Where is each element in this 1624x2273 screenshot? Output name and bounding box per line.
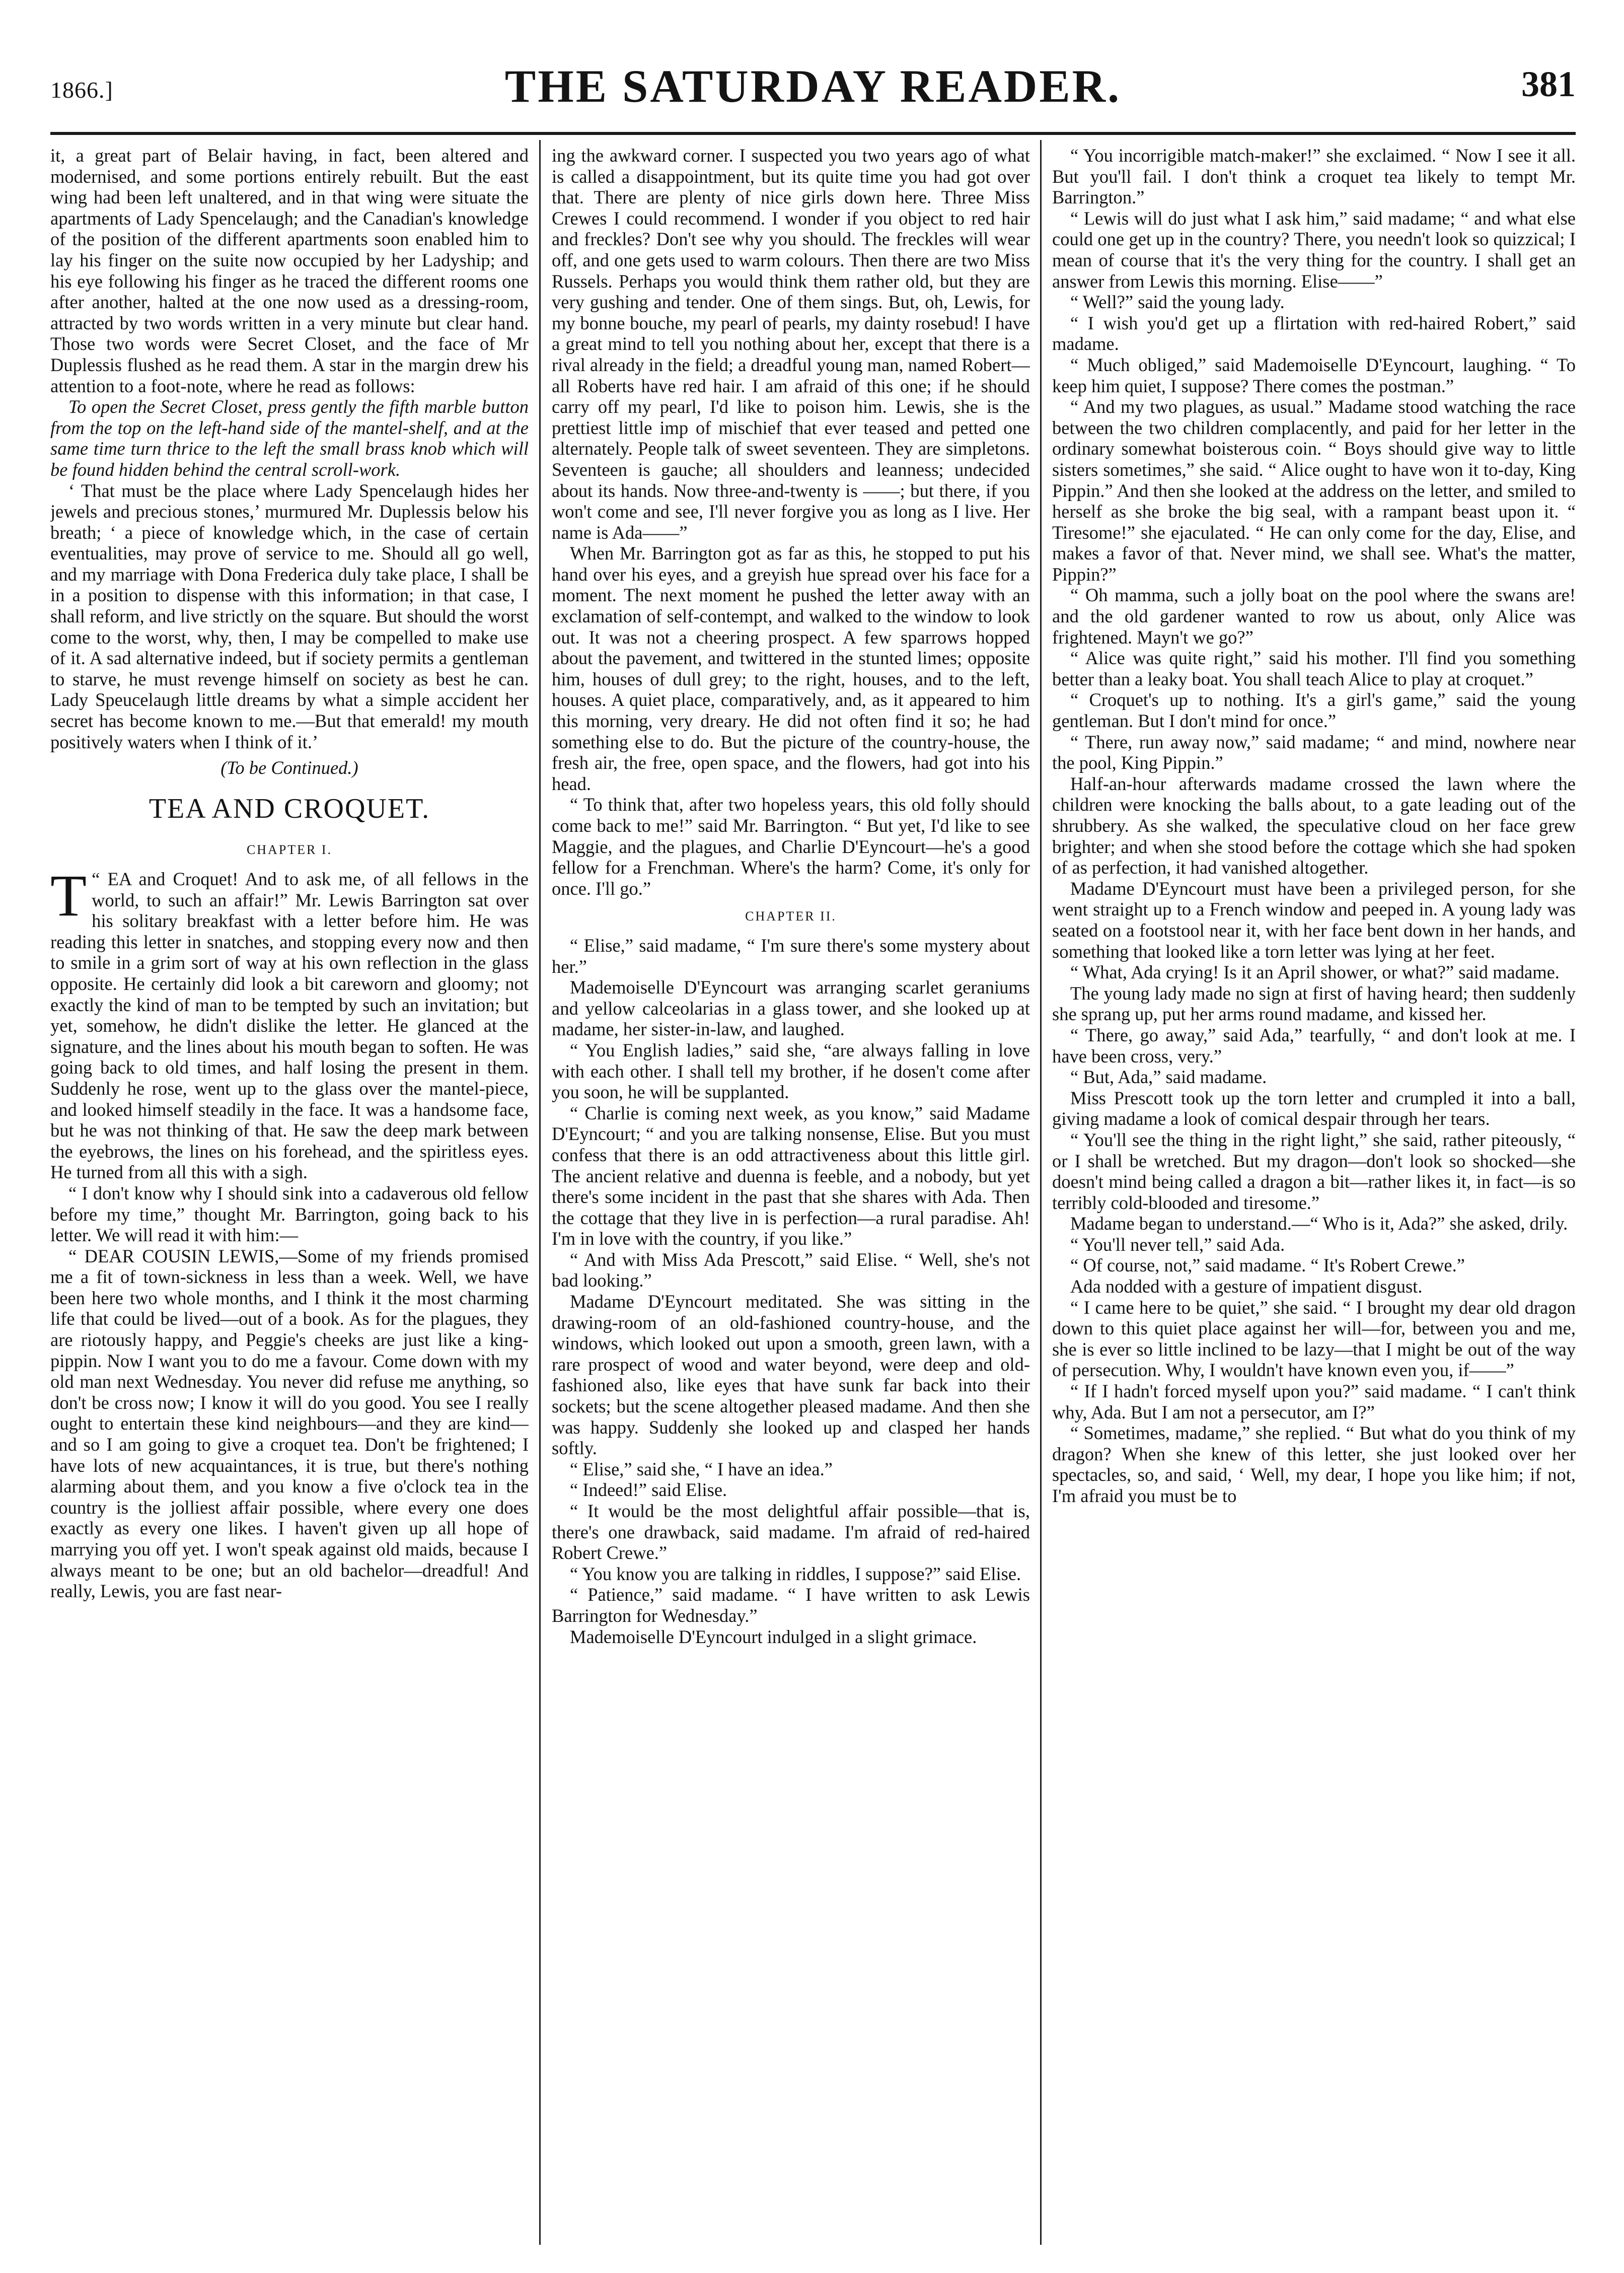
paragraph: “ Well?” said the young lady.: [1070, 292, 1285, 313]
paragraph: “ If I hadn't forced myself upon you?” said madame. “ I can't think why, Ada. But I am not a persecutor, am I?”: [1052, 1381, 1576, 1423]
paragraph: “ You'll never tell,” said Ada.: [1070, 1234, 1285, 1255]
paragraph: Madame D'Eyncourt must have been a privileged person, for she went straight up to a French window and peeped in. A young lady was seated on a footstool near it, with her face bent down in her hands, and something that looked like a torn letter was lying at her feet.: [1052, 878, 1576, 962]
paragraph: “ There, run away now,” said madame; “ and mind, nowhere near the pool, King Pippin.”: [1052, 731, 1576, 773]
drop-cap: T: [50, 863, 87, 929]
opening-text: “ EA and Croquet! And to ask me, of all fellows in the world, to such an affair!” Mr. Lewis Barrington sat over his solitary breakfast with a letter before him. He was reading this letter in snatches, and stopping every now and then to smile in a grim sort of way at his own reflection in the glass opposite. He certainly did look a bit careworn and gloomy; not exactly the kind of man to be tempted by such an invitation; but yet, somehow, he didn't dislike the letter. He glanced at the signature, and the lines about his mouth began to soften. He was going back to old times, and half losing the present in them. Suddenly he rose, went up to the glass over the mantel-piece, and looked himself steadily in the face. It was a handsome face, but he was not thinking of that. He saw the deep mark between the eyebrows, the lines on his forehead, and the spiritless eyes. He turned from all this with a sigh.: [50, 869, 529, 1183]
opening-paragraph: [50, 863, 529, 1183]
paragraph: “ You know you are talking in riddles, I suppose?” said Elise.: [570, 1563, 1021, 1584]
paragraph: “ Elise,” said madame, “ I'm sure there's some mystery about her.”: [552, 935, 1030, 977]
paragraph: “ Alice was quite right,” said his mother. I'll find you something better than a leaky boat. You shall teach Alice to play at croquet.”: [1052, 648, 1576, 689]
paragraph: “ Indeed!” said Elise.: [570, 1479, 727, 1501]
paragraph: “ Lewis will do just what I ask him,” said madame; “ and what else could one get up in the country? There, you needn't look so quizzical; I mean of course that it's the very thing for the country. I shall get an answer from Lewis this morning. Elise——”: [1052, 207, 1576, 292]
article-title: TEA AND CROQUET.: [149, 793, 430, 824]
paragraph: “ Patience,” said madame. “ I have written to ask Lewis Barrington for Wednesday.”: [552, 1584, 1030, 1626]
paragraph: “ There, go away,” said Ada,” tearfully, “ and don't look at me. I have been cross, very.”: [1052, 1024, 1576, 1067]
paragraph: When Mr. Barrington got as far as this, he stopped to put his hand over his eyes, and a greyish hue spread over his face for a moment. The next moment he pushed the letter away with an exclamation of self-contempt, and walked to the window to look out. It was not a cheering prospect. A few sparrows hopped about the pavement, and twittered in the stunted limes; opposite him, houses of dull grey; to the right, houses, and to the left, houses. A quiet place, comparatively, and, as it appeared to him this morning, very dreary. He did not often find it so; he had something else to do. But the picture of the country-house, the fresh air, the free, open space, and the flowers, had got into his head.: [552, 543, 1030, 794]
column-divider: [539, 140, 541, 2245]
paragraph: “ And with Miss Ada Prescott,” said Elise. “ Well, she's not bad looking.”: [552, 1249, 1030, 1291]
paragraph: “ What, Ada crying! Is it an April shower, or what?” said madame.: [1070, 962, 1560, 983]
paragraph: “ And my two plagues, as usual.” Madame stood watching the race between the two children complacently, and paid for her letter in the ordinary somewhat boisterous coin. “ Boys should give way to little sisters sometimes,” she said. “ Alice ought to have won it to-day, King Pippin.” And then she looked at the address on the letter, and smiled to herself as she broke the big seal, with a rampant beast upon it. “ Tiresome!” she ejaculated. “ He can only come for the day, Elise, and makes a favor of that. Never mind, we shall see. What's the matter, Pippin?”: [1052, 396, 1576, 585]
header-rule: [50, 132, 1576, 135]
paragraph: ‘ That must be the place where Lady Spencelaugh hides her jewels and precious stones,’ murmured Mr. Duplessis below his breath; ‘ a piece of knowledge which, in the case of certain eventualities, may prove of service to me. Should all go well, and my marriage with Dona Frederica duly take place, I shall be in a position to dispense with this information; in that case, I shall reform, and live strictly on the square. But should the worst come to the worst, why, then, I may be compelled to make use of it. A sad alternative indeed, but if society permits a gentleman to starve, he must revenge himself on society as best he can. Lady Speucelaugh little dreams by what a simple accident her secret has become known to me.—But that emerald! my mouth positively waters when I think of it.’: [50, 480, 529, 752]
paragraph: “ You'll see the thing in the right light,” she said, rather piteously, “ or I shall be wretched. But my dragon—don't look so shocked—she doesn't mind being called a dragon a bit—rather likes it, in fact—is so terribly cold-blooded and tiresome.”: [1052, 1129, 1576, 1213]
to-be-continued: (To be Continued.): [220, 757, 358, 778]
paragraph: it, a great part of Belair having, in fact, been altered and modernised, and some portions entirely rebuilt. But the east wing had been left unaltered, and in that wing were situate the apartments of Lady Spencelaugh; and the Canadian's knowledge of the position of the different apartments soon enabled him to lay his finger on the suite now occupied by her Ladyship; and his eye following his finger as he traced the different rooms one after another, halted at the one now used as a dressing-room, attracted by two words written in a very minute but clear hand. Those two words were Secret Closet, and the face of Mr Duplessis flushed as he read them. A star in the margin drew his attention to a foot-note, where he read as follows:: [50, 145, 529, 396]
paragraph: Half-an-hour afterwards madame crossed the lawn where the children were knocking the balls about, to a gate leading out of the shrubbery. As she walked, the speculative cloud on her face grew brighter; and when she stood before the cottage which she had spoken of as perfection, it had vanished altogether.: [1052, 773, 1576, 878]
paragraph: Ada nodded with a gesture of impatient disgust.: [1070, 1276, 1423, 1297]
paragraph: “ But, Ada,” said madame.: [1070, 1067, 1267, 1088]
paragraph: “ Croquet's up to nothing. It's a girl's game,” said the young gentleman. But I don't mind for once.”: [1052, 689, 1576, 732]
paragraph: “ You English ladies,” said she, “are always falling in love with each other. I shall tell my brother, if he dosen't come after you soon, he will be supplanted.: [552, 1039, 1030, 1103]
paragraph: “ Elise,” said she, “ I have an idea.”: [570, 1458, 833, 1479]
paragraph: “ You incorrigible match-maker!” she exclaimed. “ Now I see it all. But you'll fail. I don't think a croquet tea likely to tempt Mr. Barrington.”: [1052, 145, 1576, 208]
paragraph: “ I don't know why I should sink into a cadaverous old fellow before my time,” thought Mr. Barrington, going back to his letter. We will read it with him:—: [50, 1182, 529, 1246]
column-3: [1052, 145, 1576, 2250]
masthead: [50, 59, 1576, 120]
column-2: [552, 145, 1030, 2250]
paragraph: ing the awkward corner. I suspected you two years ago of what is called a disappointment, but its quite time you had got over that. There are plenty of nice girls down here. Three Miss Crewes I could recommend. I wonder if you object to red hair and freckles? Don't see why you should. The freckles will wear off, and one gets used to warm colours. Then there are two Miss Russels. Perhaps you would think them rather old, but they are very gushing and tender. One of them sings. But, oh, Lewis, for my bonne bouche, my pearl of pearls, my dainty rosebud! I have a great mind to tell you nothing about her, except that there is a rival already in the field; a dreadful young man, named Robert—all Roberts have red hair. I am afraid of this one; if he should carry off my pearl, I'd like to poison him. Lewis, she is the prettiest little imp of mischief that ever teased and petted one alternately. People talk of sweet seventeen. They are simpletons. Seventeen is gauche; all shoulders and leanness; undecided about its hands. Now three-and-twenty is ——; but there, if you won't come and see, I'll never forgive you as long as I live. Her name is Ada——”: [552, 145, 1030, 543]
column-1: [50, 145, 529, 2250]
paragraph: Mademoiselle D'Eyncourt was arranging scarlet geraniums and yellow calceolarias in a glass tower, and she looked up at madame, her sister-in-law, and laughed.: [552, 977, 1030, 1040]
paragraph: Miss Prescott took up the torn letter and crumpled it into a ball, giving madame a look of comical despair through her tears.: [1052, 1087, 1576, 1129]
paragraph: The young lady made no sign at first of having heard; then suddenly she sprang up, put her arms round madame, and kissed her.: [1052, 982, 1576, 1025]
page-number: 381: [1521, 64, 1576, 104]
column-divider: [1040, 140, 1042, 2245]
chapter-heading: CHAPTER II.: [745, 909, 837, 924]
paragraph: “ Oh mamma, such a jolly boat on the pool where the swans are! and the old gardener wanted to row us about, only Alice was frightened. Mayn't we go?”: [1052, 585, 1576, 648]
paragraph: “ I came here to be quiet,” she said. “ I brought my dear old dragon down to this quiet place against her will—for, between you and me, she is ever so little inclined to be lazy—that I might be out of the way of persecution. Why, I wouldn't have known even you, if——”: [1052, 1297, 1576, 1381]
paragraph: “ DEAR COUSIN LEWIS,—Some of my friends promised me a fit of town-sickness in less than a week. Well, we have been here two whole months, and I think it the most charming life that could be lived—out of a book. As for the plagues, they are riotously happy, and Peggie's cheeks are just like a king-pippin. Now I want you to do me a favour. Come down with my old man next Wednesday. You never did refuse me anything, so don't be cross now; I know it will do you good. You see I really ought to entertain these kind neighbours—and they are kind—and so I am going to give a croquet tea. Don't be frightened; I have lots of new acquaintances, it is true, but there's nothing alarming about them, and you know a five o'clock tea in the country is the jolliest affair possible, where every one does exactly as every one likes. I haven't given up all hope of marrying you off yet. I won't speak against old maids, because I always meant to be one; but an old bachelor—dreadful! And really, Lewis, you are fast near-: [50, 1245, 529, 1602]
issue-year: 1866.]: [50, 77, 113, 103]
paragraph: “ Of course, not,” said madame. “ It's Robert Crewe.”: [1070, 1255, 1465, 1276]
chapter-heading: CHAPTER I.: [246, 842, 333, 858]
paragraph: “ It would be the most delightful affair possible—that is, there's one drawback, said madame. I'm afraid of red-haired Robert Crewe.”: [552, 1501, 1030, 1564]
paragraph: Madame D'Eyncourt meditated. She was sitting in the drawing-room of an old-fashioned country-house, and the windows, which looked out upon a smooth, green lawn, with a rare prospect of wood and water beyond, were deep and old-fashioned also, like eyes that have sunk far back into their sockets; but the scene altogether pleased madame. And then she was happy. Suddenly she looked up and clasped her hands softly.: [552, 1291, 1030, 1459]
paragraph: Madame began to understand.—“ Who is it, Ada?” she asked, drily.: [1070, 1213, 1568, 1234]
paragraph: Mademoiselle D'Eyncourt indulged in a slight grimace.: [570, 1626, 977, 1647]
paragraph: “ Sometimes, madame,” she replied. “ But what do you think of my dragon? When she knew of this letter, she just looked over her spectacles, so, and said, ‘ Well, my dear, I hope you like him; if not, I'm afraid you must be to: [1052, 1423, 1576, 1506]
publication-title: THE SATURDAY READER.: [504, 60, 1122, 112]
paragraph: “ Much obliged,” said Mademoiselle D'Eyncourt, laughing. “ To keep him quiet, I suppose? There comes the postman.”: [1052, 354, 1576, 396]
footnote-quote: To open the Secret Closet, press gently the fifth marble button from the top on the left-hand side of the mantel-shelf, and at the same time turn thrice to the left the small brass knob which will be found hidden behind the central scroll-work.: [50, 396, 529, 480]
paragraph: “ I wish you'd get up a flirtation with red-haired Robert,” said madame.: [1052, 312, 1576, 354]
paragraph: “ To think that, after two hopeless years, this old folly should come back to me!” said Mr. Barrington. “ But yet, I'd like to see Maggie, and the plagues, and Charlie D'Eyncourt—he's a good fellow for a Frenchman. Where's the harm? Come, it's only for once. I'll go.”: [552, 794, 1030, 899]
paragraph: “ Charlie is coming next week, as you know,” said Madame D'Eyncourt; “ and you are talking nonsense, Elise. But you must confess that there is an odd attractiveness about this little girl. The ancient relative and duenna is feeble, and a nobody, but yet there's some incident in the past that she shares with Ada. Then the cottage that they live in is perfection—a rural paradise. Ah! I'm in love with the country, if you like.”: [552, 1102, 1030, 1249]
